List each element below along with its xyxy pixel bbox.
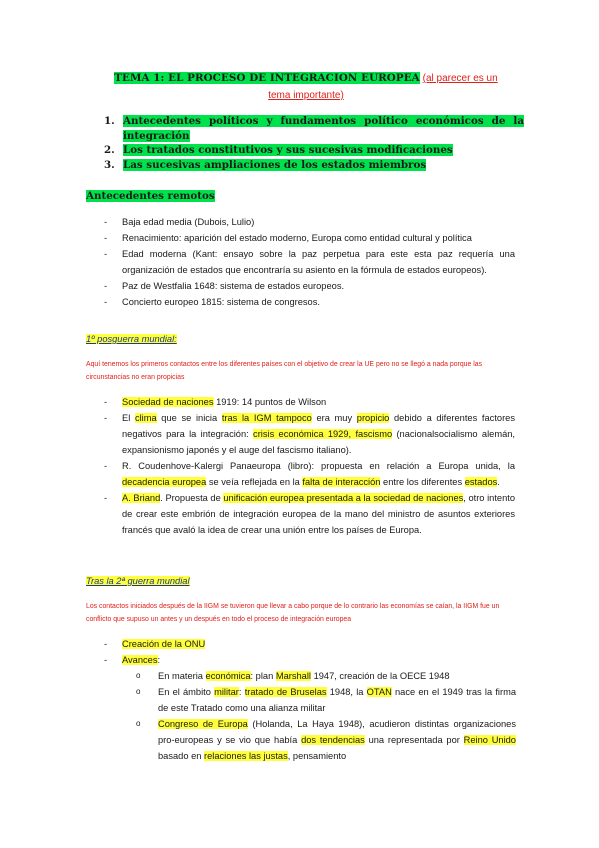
section-heading-remote: Antecedentes remotos: [86, 190, 215, 202]
topic-text: Antecedentes políticos y fundamentos político económicos de la integración: [123, 115, 524, 142]
list-item: - Sociedad de naciones 1919: 14 puntos de Wilson: [104, 397, 327, 407]
title-main: TEMA 1: EL PROCESO DE INTEGRACION EUROPEA: [114, 72, 420, 84]
topic-item: [104, 158, 524, 173]
topic-number: 2.: [104, 144, 115, 156]
list-item: - R. Coudenhove-Kalergi Panaeuropa (libro): propuesta en relación a Europa unida, la decadencia europea se veía reflejada en la falta de interacción entre los diferentes estados.: [104, 461, 515, 487]
list-item: o En el ámbito militar: tratado de Bruselas 1948, la OTAN nace en el 1949 tras la firma de este Tratado como una alianza militar: [136, 687, 516, 713]
title-note-2: tema importante): [268, 90, 344, 101]
list-item: - Creación de la ONU: [104, 639, 206, 649]
remote-list: [104, 214, 515, 310]
topic-item: [104, 114, 524, 143]
list-item: - Avances:: [104, 655, 161, 665]
list-item: - Paz de Westfalia 1648: sistema de estados europeos.: [104, 281, 345, 291]
section-heading-post1: 1º posguerra mundial:: [86, 334, 177, 344]
document-title: [86, 70, 526, 104]
list-item: - Baja edad media (Dubois, Lulio): [104, 217, 255, 227]
topic-text: Los tratados constitutivos y sus sucesivas modificaciones: [123, 144, 453, 156]
list-item: - Edad moderna (Kant: ensayo sobre la paz perpetua para este esta paz requería una organización de estados que encontraría su asiento en la fórmula de estados europeos).: [104, 249, 515, 275]
post2-list: [104, 636, 515, 668]
topic-list: [104, 114, 524, 172]
list-item: o Congreso de Europa (Holanda, La Haya 1948), acudieron distintas organizaciones pro-europeas y se vio que había dos tendencias una representada por Reino Unido basado en relaciones las justas, pensamiento: [136, 719, 516, 761]
section-heading-post2: Tras la 2ª guerra mundial: [86, 576, 190, 586]
list-item: o En materia económica: plan Marshall 1947, creación de la OECE 1948: [136, 671, 450, 681]
topic-text: Las sucesivas ampliaciones de los estados miembros: [123, 158, 427, 171]
advances-list: [136, 668, 516, 764]
list-item: - Renacimiento: aparición del estado moderno, Europa como entidad cultural y política: [104, 233, 472, 243]
topic-number: 1.: [104, 115, 115, 127]
list-item: - A. Briand. Propuesta de unificación europea presentada a la sociedad de naciones, otro intento de crear este embrión de integración europea de la mano del ministro de asuntos exteriores francés que avaló la idea de crear una unión entre los países de Europa.: [104, 493, 515, 535]
topic-number: 3.: [104, 158, 115, 171]
title-note: (al parecer es un: [422, 73, 498, 84]
post2-note: Los contactos iniciados después de la IIGM se tuvieron que llevar a cabo porque de lo contrario las economías se caían, la IIGM fue un conflicto que supuso un antes y un después en todo el proceso de integración europea: [86, 603, 500, 623]
list-item: - Concierto europeo 1815: sistema de congresos.: [104, 297, 320, 307]
list-item: - El clima que se inicia tras la IGM tampoco era muy propicio debido a diferentes factores negativos para la integración: crisis económica 1929, fascismo (nacionalsocialismo alemán, expansionismo japonés y el auge del fascismo italiano).: [104, 413, 515, 455]
post1-note: Aquí tenemos los primeros contactos entre los diferentes países con el objetivo de crear la UE pero no se llegó a nada porque las circunstancias no eran propicias: [86, 361, 483, 381]
topic-item: [104, 143, 524, 158]
post1-list: [104, 394, 515, 538]
